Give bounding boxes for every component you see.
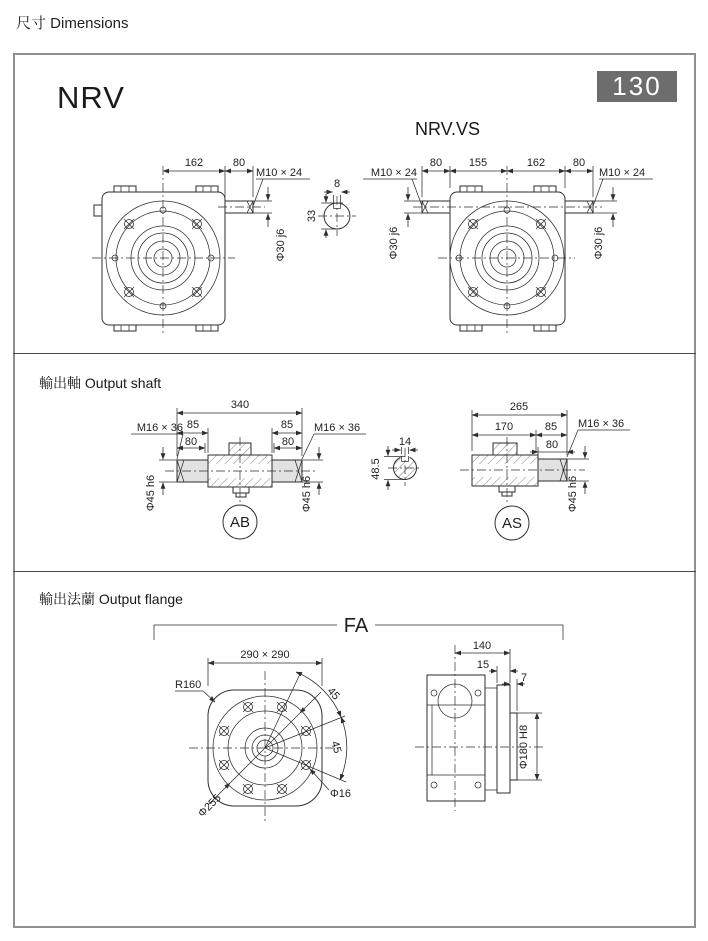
as-dim-170: 170 (494, 421, 514, 433)
as-thread: M16 × 36 (578, 418, 625, 430)
shaft-dia-right: Φ30 j6 (593, 226, 605, 260)
ab-dim-85-left: 85 (186, 419, 200, 431)
key-width: 14 (398, 436, 412, 448)
thread-callout-left: M10 × 24 (370, 167, 417, 179)
nrvvs-front-view (363, 157, 653, 335)
output-shaft-section-title: 輸出軸 Output shaft (39, 375, 162, 391)
bolt-angle-1: 45 (324, 685, 342, 703)
dim-80: 80 (232, 157, 246, 169)
dim-80-left: 80 (429, 157, 443, 169)
size-badge: 130 (597, 71, 677, 102)
as-shaft-drawing (460, 401, 630, 540)
flange-front-view (175, 649, 351, 823)
model-name: NRV (57, 80, 125, 115)
as-dia: Φ45 h6 (567, 475, 579, 513)
shaft-dia-callout: Φ30 j6 (275, 228, 287, 262)
ab-shaft-drawing (131, 399, 366, 539)
bolt-circle-dia: Φ255 (196, 792, 224, 820)
output-shaft-drawing (13, 353, 694, 571)
page-title: 尺寸 Dimensions (16, 15, 129, 32)
output-flange-section-title: 輸出法蘭 Output flange (39, 591, 183, 607)
dim-155: 155 (468, 157, 488, 169)
as-dim-80: 80 (545, 439, 559, 451)
as-dim-85: 85 (544, 421, 558, 433)
front-views-drawing (13, 53, 694, 353)
side-dim-15: 15 (476, 659, 490, 671)
ab-dim-80-right: 80 (281, 436, 295, 448)
thread-callout-right: M10 × 24 (599, 167, 646, 179)
flange-square-dim: 290 × 290 (240, 649, 290, 661)
side-dim-7: 7 (521, 672, 528, 684)
hole-dia: Φ16 (330, 788, 352, 800)
side-dim-140: 140 (472, 640, 492, 652)
fa-label: FA (343, 615, 369, 637)
key-height: 33 (306, 209, 318, 223)
ab-dia-left: Φ45 h6 (145, 474, 157, 512)
nrv-key-section (306, 178, 356, 238)
ab-thread-left: M16 × 36 (136, 422, 183, 434)
key-width: 8 (333, 178, 341, 190)
ab-dim-80-left: 80 (184, 436, 198, 448)
bore-dia: Φ180 H8 (518, 724, 530, 770)
dim-162: 162 (184, 157, 204, 169)
ab-total-length: 340 (230, 399, 250, 411)
shaft-key-section (370, 436, 422, 490)
nrv-front-view (92, 157, 310, 335)
corner-radius: R160 (175, 679, 202, 691)
key-height: 48.5 (370, 458, 382, 480)
as-total-length: 265 (509, 401, 529, 413)
variant-name: NRV.VS (415, 119, 481, 139)
ab-thread-right: M16 × 36 (314, 422, 361, 434)
flange-side-view (415, 640, 545, 811)
thread-callout: M10 × 24 (256, 167, 303, 179)
output-flange-drawing (13, 571, 694, 925)
bolt-angle-2: 45 (328, 739, 344, 755)
ab-dia-right: Φ45 h6 (301, 475, 313, 513)
ab-label: AB (229, 514, 251, 531)
fa-bracket (154, 615, 563, 640)
dim-80-right: 80 (572, 157, 586, 169)
as-label: AS (501, 515, 523, 532)
shaft-dia-left: Φ30 j6 (388, 226, 400, 260)
dim-162: 162 (526, 157, 546, 169)
ab-dim-85-right: 85 (280, 419, 294, 431)
